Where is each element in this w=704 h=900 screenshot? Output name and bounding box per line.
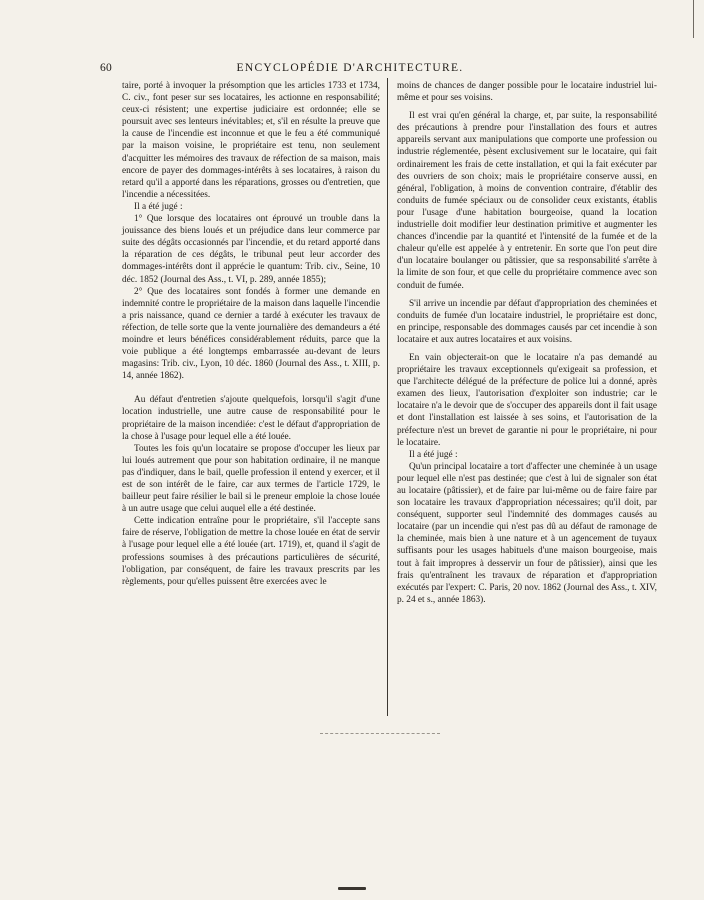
paragraph: taire, porté à invoquer la présomption que les articles 1733 et 1734, C. civ., font peser sur ses locataires, les actionne en responsabilité; ceux-ci résistent; une expertise judiciaire est ordonnée; elle se poursuit avec ses lenteurs inévitables; et, s'il en résulte la preuve que la cause de l'incendie est inconnue et que le feu a été communiqué par la maison voisine, le propriétaire est tenu, non seulement d'acquitter les mémoires des travaux de réfection de sa maison, mais encore de payer des dommages-intérêts à ses locataires, à raison du retard qu'il a apporté dans les réparations, grosses ou d'entretien, que l'incendie a nécessitées. [122, 81, 380, 200]
paragraph: Toutes les fois qu'un locataire se propose d'occuper les lieux par lui loués autrement que pour son habitation ordinaire, il ne manque pas d'indiquer, dans le bail, quelle profession il entend y exercer, et il est de son intérêt de le faire, car aux termes de l'article 1729, le bailleur peut faire résilier le bail si le preneur emploie la chose louée à un autre usage que celui auquel elle a été destinée. [122, 443, 380, 515]
paragraph: S'il arrive un incendie par défaut d'appropriation des cheminées et conduits de fumée d'un locataire industriel, le propriétaire est donc, en principe, responsable des dommages causés par cet incendie à son locataire et aux autres locataires et aux voisins. [397, 298, 657, 345]
paragraph: Il a été jugé : [409, 449, 458, 460]
page-edge-line [693, 0, 694, 38]
left-column [122, 80, 380, 588]
paragraph: En vain objecterait-on que le locataire n'a pas demandé au propriétaire les travaux exceptionnels qu'exigeait sa profession, et que l'architecte délégué de la préfecture de police lui a donné, après examen des lieux, l'autorisation d'exploiter son industrie; car le locataire n'a le devoir que de s'occuper des appareils dont il fait usage et dont l'installation est laissée à ses soins, et l'autorisation de la préfecture n'est un brevet de garantie ni pour le propriétaire, ni pour le locataire. [397, 352, 657, 448]
paragraph: 2° Que des locataires sont fondés à former une demande en indemnité contre le propriétaire de la maison dans laquelle l'incendie a pris naissance, quand ce dernier a tardé à exécuter les travaux de réfection, de telle sorte que la vente journalière des demandeurs a été moindre et leurs bénéfices considérablement réduits, parce que la voie publique a été longtemps embarrassée au-devant de leurs magasins: Trib. civ., Lyon, 10 déc. 1860 (Journal des Ass., t. XIII, p. 14, année 1862). [122, 286, 380, 382]
paragraph: Qu'un principal locataire a tort d'affecter une cheminée à un usage pour lequel elle n'est pas destinée; que c'est à lui de signaler son état au locataire (pâtissier), et de faire par lui-même ou de faire faire par son locataire les travaux d'appropriation nécessaires; qu'il doit, par conséquent, supporter seul l'indemnité des dommages causés au locataire (par un incendie qui n'est pas dû au défaut de ramonage de la cheminée, mais bien à une nature et à un agencement de tuyaux suffisants pour les usages habituels d'une maison bourgeoise, mais tout à fait impropres à desservir un four de pâtissier), ainsi que les frais qu'entraînent les travaux de réparation et d'appropriation exécutés par l'expert: C. Paris, 20 nov. 1862 (Journal des Ass., t. XIV, p. 24 et s., année 1863). [397, 461, 657, 605]
paragraph: 1° Que lorsque des locataires ont éprouvé un trouble dans la jouissance des biens loués et un préjudice dans leur commerce par suite des dégâts occasionnés par l'incendie, et du retard apporté dans la réparation de ces dégâts, le tribunal peut leur accorder des dommages-intérêts dont il apprécie le quantum: Trib. civ., Seine, 10 déc. 1852 (Journal des Ass., t. VI, p. 289, année 1855); [122, 214, 380, 285]
paragraph: Au défaut d'entretien s'ajoute quelquefois, lorsqu'il s'agit d'une location industrielle, une autre cause de responsabilité pour le propriétaire de la maison incendiée: c'est le défaut d'appropriation de la chose à l'usage pour lequel elle a été louée. [122, 395, 380, 442]
bottom-mark [338, 887, 366, 890]
paragraph: moins de chances de danger possible pour le locataire industriel lui-même et pour ses voisins. [397, 81, 657, 104]
page-number: 60 [100, 62, 113, 74]
column-divider [387, 78, 388, 716]
running-title: ENCYCLOPÉDIE D'ARCHITECTURE. [236, 62, 464, 74]
end-rule [320, 733, 440, 735]
paragraph: Il a été jugé : [134, 201, 183, 212]
page-header [100, 62, 600, 76]
right-column [397, 80, 657, 606]
paragraph: Cette indication entraîne pour le propriétaire, s'il l'accepte sans faire de réserve, l'obligation de mettre la chose louée en état de servir à l'usage pour lequel elle a été louée (art. 1719), et, quand il s'agit de professions soumises à des précautions particulières de sécurité, l'obligation, par conséquent, de faire les travaux prescrits par les règlements, pour qu'elles puissent être exercées avec le [122, 516, 380, 587]
paragraph: Il est vrai qu'en général la charge, et, par suite, la responsabilité des précautions à prendre pour l'installation des fours et autres appareils servant aux manipulations que comporte une profession ou industrie réglementée, pèsent exclusivement sur le locataire, qui fait ordinairement les frais de cette installation, et qui la fait exécuter par des ouvriers de son choix; mais le propriétaire conserve aussi, en général, l'obligation, à moins de convention contraire, d'établir des conduits de fumée spéciaux ou de consolider ceux existants, établis pour l'usage d'une habitation bourgeoise, quand la location industrielle doit modifier leur destination primitive et augmenter les chances d'incendie par la quantité et l'intensité de la fumée et de la chaleur qu'elle est appelée à y entretenir. En sorte que l'on peut dire d'un locataire boulanger ou pâtissier, que sa responsabilité s'arrête à la limite de son four, et que celle du propriétaire commence avec son conduit de fumée. [397, 111, 657, 291]
